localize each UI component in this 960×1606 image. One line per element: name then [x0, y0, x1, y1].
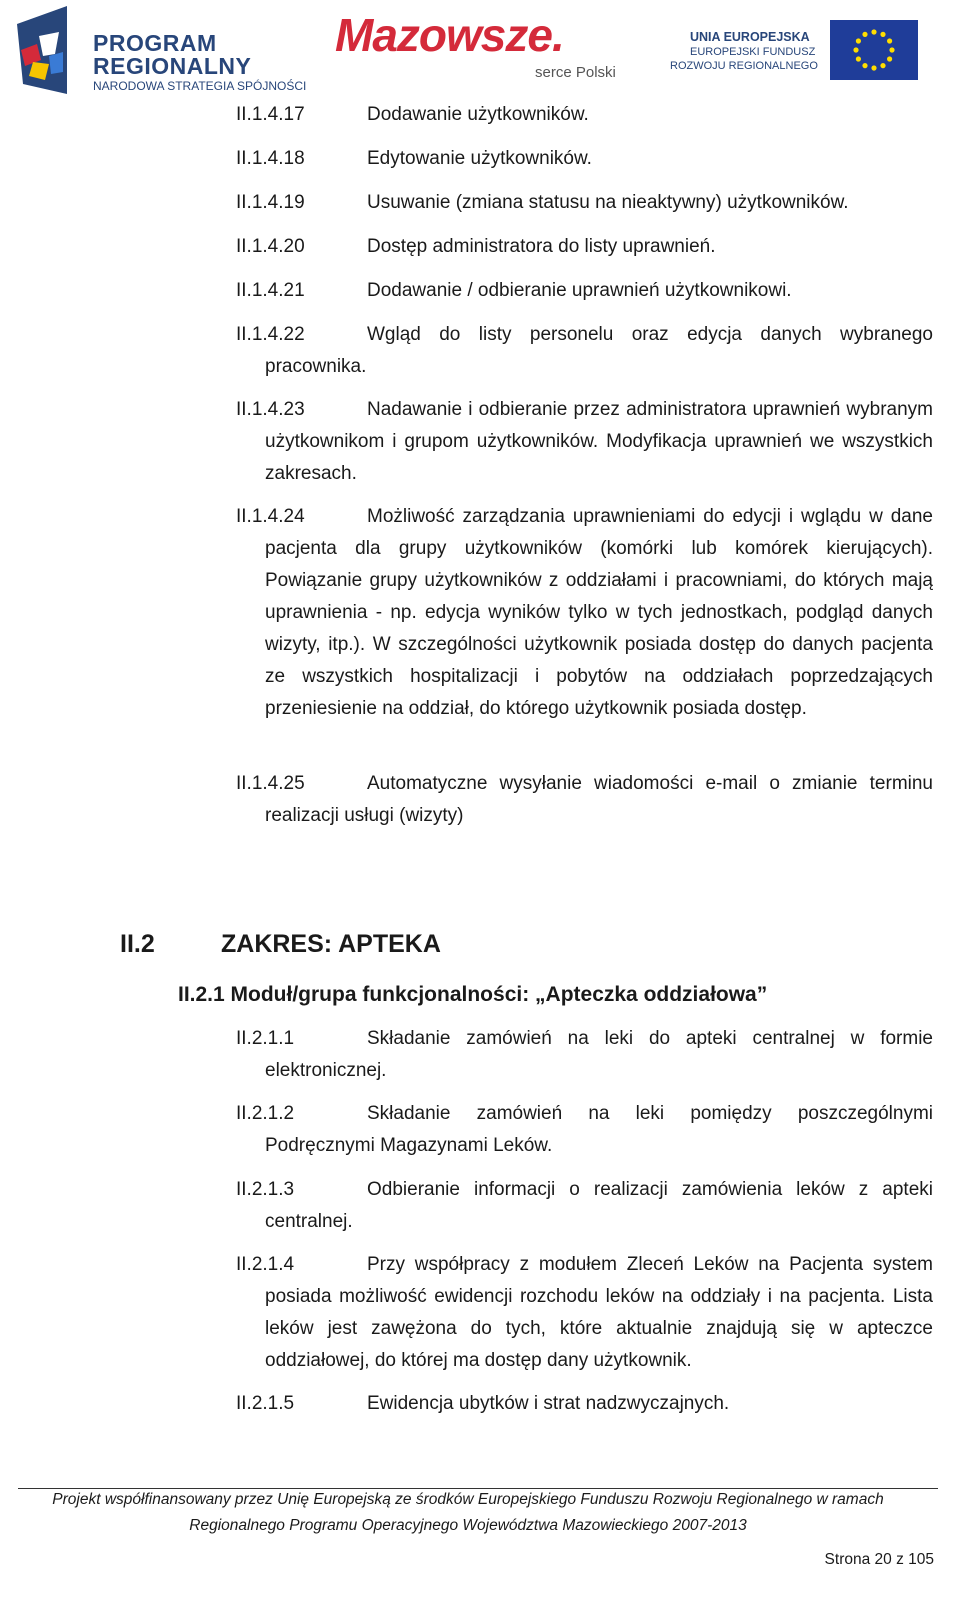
item-text: Odbieranie informacji o realizacji zamówienia leków z apteki centralnej. [265, 1179, 933, 1232]
list-item [236, 1023, 933, 1087]
section-title: ZAKRES: APTEKA [221, 930, 441, 958]
item-number: II.1.4.20 [236, 236, 305, 257]
item-text: Przy współpracy z modułem Zleceń Leków na Pacjenta system posiada możliwość ewidencji rozchodu leków na oddziały i na pacjenta. Lista leków jest zawężona do tych, które aktualnie znajdują się w apteczce oddziałowej, do której ma dostęp dany użytkownik. [265, 1254, 933, 1371]
item-number: II.1.4.21 [236, 280, 305, 301]
list-item [236, 768, 933, 832]
item-text: Możliwość zarządzania uprawnieniami do edycji i wglądu w dane pacjenta dla grupy użytkowników (komórki lub komórek kierujących). Powiązanie grupy użytkowników z oddziałami i pracowniami, do których mają uprawnienia - np. edycja wyników tylko w tych jednostkach, podgląd danych wizyty, itp.). W szczególności użytkownik posiada dostęp do danych pacjenta ze wszystkich hospitalizacji i pobytów na oddziałach poprzedzających przeniesienie na oddział, do którego użytkownik posiada dostęp. [265, 506, 933, 719]
eu-logo [670, 20, 940, 82]
list-item [236, 275, 933, 307]
item-number: II.2.1.1 [236, 1028, 295, 1049]
program-regionalny-logo [15, 6, 305, 98]
item-number: II.1.4.18 [236, 148, 305, 169]
item-text: Wgląd do listy personelu oraz edycja danych wybranego pracownika. [265, 324, 933, 377]
item-number: II.1.4.23 [236, 399, 305, 420]
item-text: Usuwanie (zmiana statusu na nieaktywny) użytkowników. [367, 192, 849, 213]
eu-fund-line1: EUROPEJSKI FUNDUSZ [690, 46, 816, 58]
item-text: Edytowanie użytkowników. [367, 148, 592, 169]
item-number: II.1.4.19 [236, 192, 305, 213]
list-item [236, 1388, 933, 1420]
item-text: Nadawanie i odbieranie przez administratora uprawnień wybranym użytkownikom i grupom użytkowników. Modyfikacja uprawnień we wszystkich zakresach. [265, 399, 933, 484]
footer-divider [18, 1488, 938, 1489]
item-number: II.2.1.4 [236, 1254, 295, 1275]
item-number: II.2.1.3 [236, 1179, 295, 1200]
subsection-heading: II.2.1 Moduł/grupa funkcjonalności: „Apteczka oddziałowa” [178, 983, 768, 1006]
page-header [0, 0, 960, 100]
program-title: PROGRAM [93, 30, 217, 56]
item-text: Automatyczne wysyłanie wiadomości e-mail o zmianie terminu realizacji usługi (wizyty) [265, 773, 933, 826]
mazowsze-wordmark: Mazowsze. [335, 9, 564, 61]
item-text: Ewidencja ubytków i strat nadzwyczajnych. [367, 1393, 730, 1414]
item-number: II.2.1.5 [236, 1393, 295, 1414]
item-text: Dodawanie użytkowników. [367, 104, 589, 125]
list-item [236, 1249, 933, 1377]
item-text: Składanie zamówień na leki do apteki centralnej w formie elektronicznej. [265, 1028, 933, 1081]
program-tagline: NARODOWA STRATEGIA SPÓJNOŚCI [93, 79, 307, 93]
list-item [236, 501, 933, 725]
mazowsze-logo [335, 9, 635, 84]
list-item [236, 231, 933, 263]
list-item [236, 319, 933, 383]
section-heading [120, 930, 441, 959]
mazowsze-tagline: serce Polski [535, 64, 616, 81]
list-item [236, 1098, 933, 1162]
item-number: II.1.4.17 [236, 104, 305, 125]
eu-flag-icon [830, 20, 918, 80]
item-text: Dostęp administratora do listy uprawnień. [367, 236, 716, 257]
section-number: II.2 [120, 930, 155, 958]
page-number: Strona 20 z 105 [824, 1551, 934, 1568]
item-number: II.2.1.2 [236, 1103, 295, 1124]
program-regionalny-emblem-icon [15, 6, 75, 96]
eu-title: UNIA EUROPEJSKA [690, 30, 810, 44]
eu-fund-line2: ROZWOJU REGIONALNEGO [670, 60, 818, 72]
footer-line-2: Regionalnego Programu Operacyjnego Województwa Mazowieckiego 2007-2013 [189, 1517, 747, 1534]
item-number: II.1.4.24 [236, 506, 305, 527]
list-item [236, 394, 933, 490]
list-item [236, 99, 933, 131]
list-item [236, 187, 933, 219]
list-item [236, 1174, 933, 1238]
item-number: II.1.4.25 [236, 773, 305, 794]
item-text: Dodawanie / odbieranie uprawnień użytkownikowi. [367, 280, 792, 301]
item-number: II.1.4.22 [236, 324, 305, 345]
list-item [236, 143, 933, 175]
footer-line-1: Projekt współfinansowany przez Unię Europejską ze środków Europejskiego Funduszu Rozwoju Regionalnego w ramach [52, 1491, 884, 1508]
program-subtitle: REGIONALNY [93, 53, 252, 79]
item-text: Składanie zamówień na leki pomiędzy poszczególnymi Podręcznymi Magazynami Leków. [265, 1103, 933, 1156]
